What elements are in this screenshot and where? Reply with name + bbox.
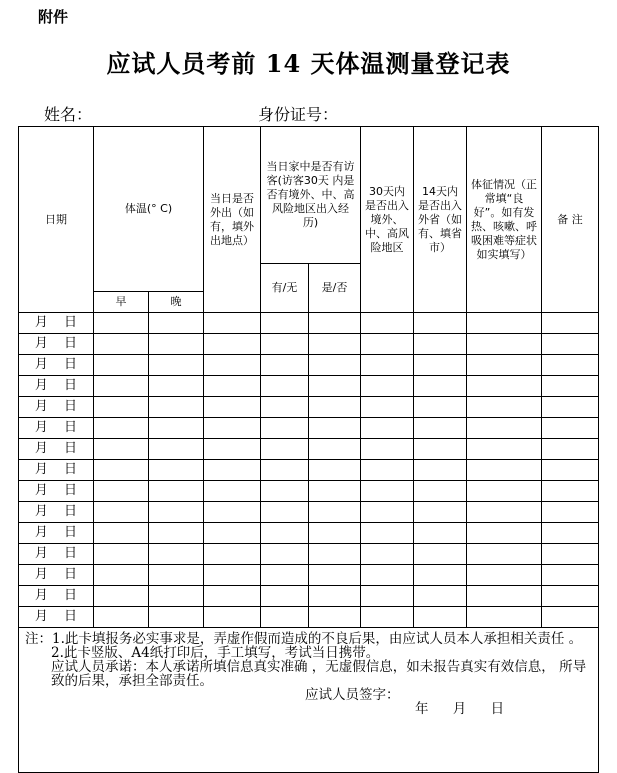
table-row bbox=[19, 481, 599, 502]
date-cell: 月 日 bbox=[19, 502, 94, 523]
out-province-cell[interactable] bbox=[414, 313, 467, 334]
temp-evening-cell[interactable] bbox=[149, 397, 204, 418]
table-row bbox=[19, 544, 599, 565]
symptoms-cell[interactable] bbox=[467, 334, 542, 355]
remarks-cell[interactable] bbox=[542, 376, 599, 397]
temp-evening-cell[interactable] bbox=[149, 586, 204, 607]
symptoms-cell[interactable] bbox=[467, 355, 542, 376]
went-out-cell[interactable] bbox=[204, 397, 261, 418]
went-out-cell[interactable] bbox=[204, 376, 261, 397]
visitor-cell[interactable] bbox=[261, 313, 309, 334]
risk-30-cell[interactable] bbox=[361, 565, 414, 586]
table-row bbox=[19, 397, 599, 418]
remarks-cell[interactable] bbox=[542, 334, 599, 355]
temp-evening-cell[interactable] bbox=[149, 544, 204, 565]
went-out-cell[interactable] bbox=[204, 439, 261, 460]
visitor-cell[interactable] bbox=[261, 544, 309, 565]
visitor-risk-cell[interactable] bbox=[309, 481, 361, 502]
risk-30-cell[interactable] bbox=[361, 334, 414, 355]
went-out-cell[interactable] bbox=[204, 502, 261, 523]
table-row bbox=[19, 586, 599, 607]
remarks-cell[interactable] bbox=[542, 586, 599, 607]
symptoms-cell[interactable] bbox=[467, 439, 542, 460]
temp-morning-cell[interactable] bbox=[94, 397, 149, 418]
header-symptoms: 体征情况（正 常填“良好”。如有发热、咳嗽、呼吸困难等症状如实填写） bbox=[467, 127, 542, 313]
went-out-cell[interactable] bbox=[204, 586, 261, 607]
visitor-risk-cell[interactable] bbox=[309, 586, 361, 607]
went-out-cell[interactable] bbox=[204, 523, 261, 544]
visitor-cell[interactable] bbox=[261, 586, 309, 607]
temp-morning-cell[interactable] bbox=[94, 523, 149, 544]
out-province-cell[interactable] bbox=[414, 397, 467, 418]
symptoms-cell[interactable] bbox=[467, 376, 542, 397]
visitor-risk-cell[interactable] bbox=[309, 523, 361, 544]
visitor-cell[interactable] bbox=[261, 607, 309, 628]
date-cell: 月 日 bbox=[19, 439, 94, 460]
table-row bbox=[19, 460, 599, 481]
visitor-cell[interactable] bbox=[261, 355, 309, 376]
temp-morning-cell[interactable] bbox=[94, 334, 149, 355]
remarks-cell[interactable] bbox=[542, 502, 599, 523]
date-cell: 月 日 bbox=[19, 376, 94, 397]
visitor-risk-cell[interactable] bbox=[309, 544, 361, 565]
went-out-cell[interactable] bbox=[204, 313, 261, 334]
visitor-cell[interactable] bbox=[261, 334, 309, 355]
date-cell: 月 日 bbox=[19, 313, 94, 334]
temp-morning-cell[interactable] bbox=[94, 565, 149, 586]
temp-morning-cell[interactable] bbox=[94, 418, 149, 439]
temp-evening-cell[interactable] bbox=[149, 439, 204, 460]
page-title: 应试人员考前 14 天体温测量登记表 bbox=[106, 49, 511, 78]
table-row bbox=[19, 565, 599, 586]
risk-30-cell[interactable] bbox=[361, 313, 414, 334]
symptoms-cell[interactable] bbox=[467, 460, 542, 481]
risk-30-cell[interactable] bbox=[361, 418, 414, 439]
visitor-risk-cell[interactable] bbox=[309, 355, 361, 376]
date-cell: 月 日 bbox=[19, 544, 94, 565]
temp-morning-cell[interactable] bbox=[94, 502, 149, 523]
temp-evening-cell[interactable] bbox=[149, 355, 204, 376]
out-province-cell[interactable] bbox=[414, 544, 467, 565]
note-commitment: 应试人员承诺：本人承诺所填信息真实准确 ，无虚假信息，如未报告真实有效信息， 所导致的后果，承担全部责任。 bbox=[51, 659, 587, 689]
date-cell: 月 日 bbox=[19, 334, 94, 355]
table-row bbox=[19, 523, 599, 544]
remarks-cell[interactable] bbox=[542, 481, 599, 502]
header-date: 日期 bbox=[19, 127, 94, 313]
risk-30-cell[interactable] bbox=[361, 460, 414, 481]
attachment-label: 附件 bbox=[38, 8, 69, 26]
signature-label: 应试人员签字： bbox=[305, 687, 400, 703]
table-row bbox=[19, 607, 599, 628]
table-row bbox=[19, 418, 599, 439]
risk-30-cell[interactable] bbox=[361, 481, 414, 502]
out-province-cell[interactable] bbox=[414, 502, 467, 523]
temp-evening-cell[interactable] bbox=[149, 334, 204, 355]
symptoms-cell[interactable] bbox=[467, 418, 542, 439]
visitor-risk-cell[interactable] bbox=[309, 502, 361, 523]
date-cell: 月 日 bbox=[19, 481, 94, 502]
risk-30-cell[interactable] bbox=[361, 355, 414, 376]
went-out-cell[interactable] bbox=[204, 418, 261, 439]
visitor-cell[interactable] bbox=[261, 460, 309, 481]
header-temperature: 体温(° C) bbox=[94, 127, 204, 292]
temp-evening-cell[interactable] bbox=[149, 523, 204, 544]
table-row bbox=[19, 355, 599, 376]
remarks-cell[interactable] bbox=[542, 397, 599, 418]
remarks-cell[interactable] bbox=[542, 313, 599, 334]
temp-evening-cell[interactable] bbox=[149, 376, 204, 397]
visitor-risk-cell[interactable] bbox=[309, 397, 361, 418]
table-row bbox=[19, 439, 599, 460]
symptoms-cell[interactable] bbox=[467, 586, 542, 607]
out-province-cell[interactable] bbox=[414, 586, 467, 607]
date-cell: 月 日 bbox=[19, 607, 94, 628]
signature-date: 年 月 日 bbox=[415, 701, 505, 717]
symptoms-cell[interactable] bbox=[467, 544, 542, 565]
table-row bbox=[19, 502, 599, 523]
visitor-risk-cell[interactable] bbox=[309, 376, 361, 397]
visitor-risk-cell[interactable] bbox=[309, 460, 361, 481]
risk-30-cell[interactable] bbox=[361, 523, 414, 544]
id-number-label: 身份证号： bbox=[258, 105, 339, 124]
temp-morning-cell[interactable] bbox=[94, 544, 149, 565]
date-cell: 月 日 bbox=[19, 397, 94, 418]
temp-morning-cell[interactable] bbox=[94, 439, 149, 460]
note-line-2: 2.此卡竖版、A4纸打印后，手工填写，考试当日携带。 bbox=[51, 645, 380, 661]
out-province-cell[interactable] bbox=[414, 460, 467, 481]
table-row bbox=[19, 376, 599, 397]
date-cell: 月 日 bbox=[19, 565, 94, 586]
temp-morning-cell[interactable] bbox=[94, 313, 149, 334]
out-province-cell[interactable] bbox=[414, 376, 467, 397]
visitor-risk-cell[interactable] bbox=[309, 607, 361, 628]
remarks-cell[interactable] bbox=[542, 355, 599, 376]
remarks-cell[interactable] bbox=[542, 544, 599, 565]
out-province-cell[interactable] bbox=[414, 334, 467, 355]
symptoms-cell[interactable] bbox=[467, 565, 542, 586]
went-out-cell[interactable] bbox=[204, 355, 261, 376]
name-label: 姓名： bbox=[44, 105, 93, 124]
out-province-cell[interactable] bbox=[414, 523, 467, 544]
remarks-cell[interactable] bbox=[542, 523, 599, 544]
out-province-cell[interactable] bbox=[414, 418, 467, 439]
symptoms-cell[interactable] bbox=[467, 502, 542, 523]
risk-30-cell[interactable] bbox=[361, 586, 414, 607]
out-province-cell[interactable] bbox=[414, 481, 467, 502]
risk-30-cell[interactable] bbox=[361, 397, 414, 418]
table-row bbox=[19, 334, 599, 355]
went-out-cell[interactable] bbox=[204, 334, 261, 355]
temp-evening-cell[interactable] bbox=[149, 460, 204, 481]
out-province-cell[interactable] bbox=[414, 355, 467, 376]
went-out-cell[interactable] bbox=[204, 481, 261, 502]
temp-morning-cell[interactable] bbox=[94, 376, 149, 397]
temp-morning-cell[interactable] bbox=[94, 355, 149, 376]
risk-30-cell[interactable] bbox=[361, 502, 414, 523]
remarks-cell[interactable] bbox=[542, 607, 599, 628]
went-out-cell[interactable] bbox=[204, 460, 261, 481]
symptoms-cell[interactable] bbox=[467, 313, 542, 334]
temp-morning-cell[interactable] bbox=[94, 460, 149, 481]
date-cell: 月 日 bbox=[19, 355, 94, 376]
table-row bbox=[19, 313, 599, 334]
out-province-cell[interactable] bbox=[414, 607, 467, 628]
date-cell: 月 日 bbox=[19, 523, 94, 544]
header-remarks: 备 注 bbox=[542, 127, 599, 313]
out-province-cell[interactable] bbox=[414, 439, 467, 460]
visitor-risk-cell[interactable] bbox=[309, 439, 361, 460]
visitor-cell[interactable] bbox=[261, 418, 309, 439]
temp-evening-cell[interactable] bbox=[149, 481, 204, 502]
notes-section bbox=[19, 628, 599, 773]
visitor-cell[interactable] bbox=[261, 502, 309, 523]
visitor-cell[interactable] bbox=[261, 376, 309, 397]
temp-evening-cell[interactable] bbox=[149, 565, 204, 586]
temp-evening-cell[interactable] bbox=[149, 313, 204, 334]
visitor-cell[interactable] bbox=[261, 565, 309, 586]
symptoms-cell[interactable] bbox=[467, 523, 542, 544]
header-morning: 早 bbox=[94, 292, 149, 313]
header-out-province: 14天内是否出入外省（如有、填省市） bbox=[414, 127, 467, 313]
visitor-cell[interactable] bbox=[261, 439, 309, 460]
visitor-cell[interactable] bbox=[261, 523, 309, 544]
visitor-cell[interactable] bbox=[261, 397, 309, 418]
remarks-cell[interactable] bbox=[542, 460, 599, 481]
remarks-cell[interactable] bbox=[542, 439, 599, 460]
risk-30-cell[interactable] bbox=[361, 376, 414, 397]
note-line-1: 注：1.此卡填报务必实事求是，弄虚作假而造成的不良后果，由应试人员本人承担相关责任 。 bbox=[25, 631, 583, 647]
risk-30-cell[interactable] bbox=[361, 607, 414, 628]
temp-evening-cell[interactable] bbox=[149, 502, 204, 523]
remarks-cell[interactable] bbox=[542, 565, 599, 586]
header-visitor-yes-no-2: 是/否 bbox=[309, 264, 361, 313]
visitor-risk-cell[interactable] bbox=[309, 334, 361, 355]
risk-30-cell[interactable] bbox=[361, 544, 414, 565]
header-evening: 晚 bbox=[149, 292, 204, 313]
went-out-cell[interactable] bbox=[204, 565, 261, 586]
header-went-out: 当日是否外出（如有，填外出地点） bbox=[204, 127, 261, 313]
symptoms-cell[interactable] bbox=[467, 397, 542, 418]
header-visitor: 当日家中是否有访客(访客30天 内是否有境外、中、高风险地区出入经历) bbox=[261, 127, 361, 264]
header-risk-30-days: 30天内是否出入境外、中、高风险地区 bbox=[361, 127, 414, 313]
temp-evening-cell[interactable] bbox=[149, 607, 204, 628]
symptoms-cell[interactable] bbox=[467, 481, 542, 502]
temp-morning-cell[interactable] bbox=[94, 586, 149, 607]
date-cell: 月 日 bbox=[19, 586, 94, 607]
date-cell: 月 日 bbox=[19, 460, 94, 481]
header-visitor-yes-no: 有/无 bbox=[261, 264, 309, 313]
temp-morning-cell[interactable] bbox=[94, 481, 149, 502]
remarks-cell[interactable] bbox=[542, 418, 599, 439]
went-out-cell[interactable] bbox=[204, 544, 261, 565]
temperature-log-table bbox=[18, 126, 599, 773]
visitor-risk-cell[interactable] bbox=[309, 313, 361, 334]
symptoms-cell[interactable] bbox=[467, 607, 542, 628]
went-out-cell[interactable] bbox=[204, 607, 261, 628]
temp-morning-cell[interactable] bbox=[94, 607, 149, 628]
date-cell: 月 日 bbox=[19, 418, 94, 439]
risk-30-cell[interactable] bbox=[361, 439, 414, 460]
visitor-risk-cell[interactable] bbox=[309, 565, 361, 586]
temp-evening-cell[interactable] bbox=[149, 418, 204, 439]
visitor-cell[interactable] bbox=[261, 481, 309, 502]
out-province-cell[interactable] bbox=[414, 565, 467, 586]
visitor-risk-cell[interactable] bbox=[309, 418, 361, 439]
